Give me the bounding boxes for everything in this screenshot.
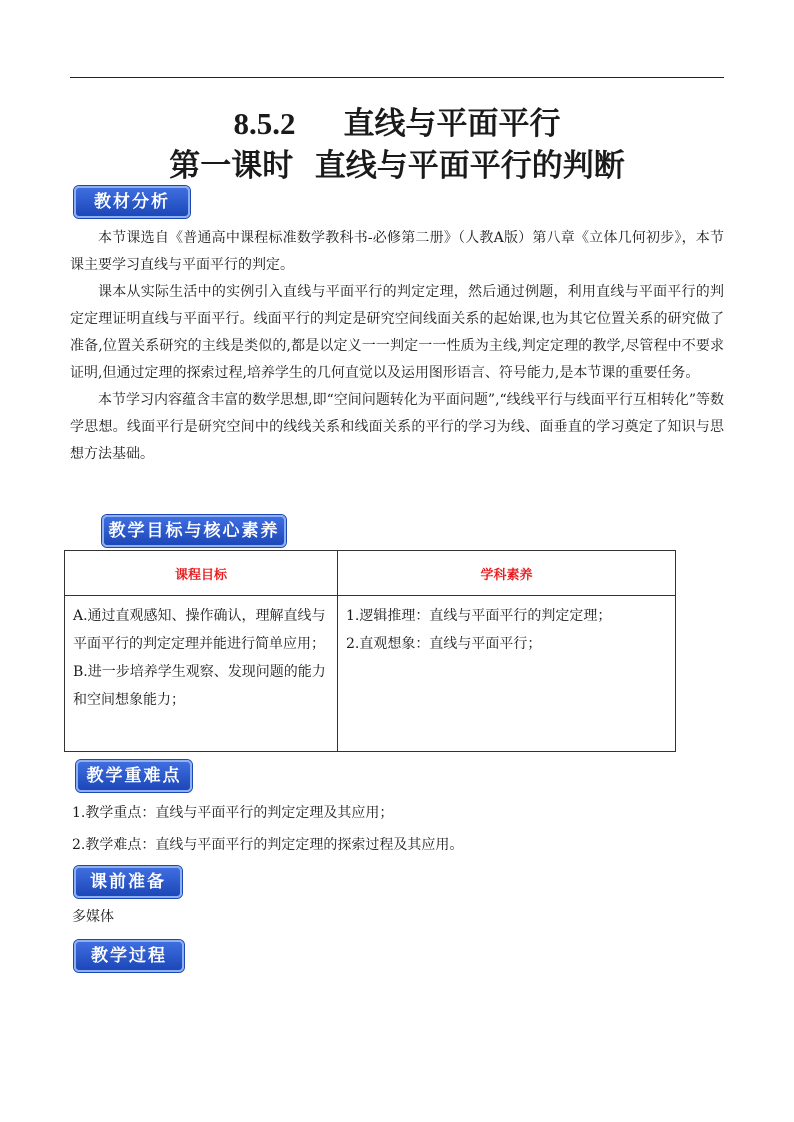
literacy-cell bbox=[338, 596, 676, 752]
goals-header-literacy: 学科素养 bbox=[338, 551, 676, 596]
section-heading-preparation: 课前准备 bbox=[74, 866, 182, 898]
section-number: 8.5.2 bbox=[233, 106, 296, 141]
analysis-paragraph: 本节课选自《普通高中课程标准数学教科书-必修第二册》（人教A版）第八章《立体几何初步》，本节课主要学习直线与平面平行的判定。 bbox=[70, 230, 724, 273]
literacy-item: 1.逻辑推理：直线与平面平行的判定定理； bbox=[346, 608, 612, 624]
section-heading-process: 教学过程 bbox=[74, 940, 184, 972]
analysis-paragraph: 课本从实际生活中的实例引入直线与平面平行的判定定理，然后通过例题，利用直线与平面平行的判定定理证明直线与平面平行。线面平行的判定是研究空间线面关系的起始课,也为其它位置关系的研究做了准备,位置关系研究的主线是类似的,都是以定义一一判定一一性质为主线,判定定理的教学,尽管程中不要求证明,但通过定理的探索过程,培养学生的几何直觉以及运用图形语言、符号能力,是本节课的重要任务。 bbox=[70, 284, 724, 381]
keypoint-item: 1.教学重点：直线与平面平行的判定定理及其应用； bbox=[72, 805, 394, 821]
keypoint-item: 2.教学难点：直线与平面平行的判定定理的探索过程及其应用。 bbox=[72, 837, 464, 853]
title-main: 直线与平面平行 bbox=[343, 106, 561, 142]
course-goal-cell bbox=[65, 596, 338, 752]
preparation-text: 多媒体 bbox=[72, 909, 114, 925]
section-heading-analysis: 教材分析 bbox=[74, 186, 190, 218]
analysis-paragraph: 本节学习内容蕴含丰富的数学思想,即“空间问题转化为平面问题”,“线线平行与线面平行互相转化”等数学思想。线面平行是研究空间中的线线关系和线面关系的平行的学习为线、面垂直的学习奠定了知识与思想方法基础。 bbox=[70, 392, 724, 462]
section-heading-goals: 教学目标与核心素养 bbox=[102, 515, 286, 547]
analysis-text bbox=[70, 225, 724, 468]
lesson-subtitle: 第一课时 直线与平面平行的判断 bbox=[169, 148, 625, 184]
goals-table bbox=[64, 550, 676, 752]
header-rule bbox=[70, 77, 724, 78]
goals-header-course: 课程目标 bbox=[65, 551, 338, 596]
course-goal-text: A.通过直观感知、操作确认，理解直线与平面平行的判定定理并能进行简单应用；B.进一步培养学生观察、发现问题的能力和空间想象能力； bbox=[73, 608, 326, 708]
lesson-title bbox=[0, 98, 794, 143]
section-heading-keypoints: 教学重难点 bbox=[76, 760, 192, 792]
literacy-item: 2.直观想象：直线与平面平行； bbox=[346, 636, 542, 652]
